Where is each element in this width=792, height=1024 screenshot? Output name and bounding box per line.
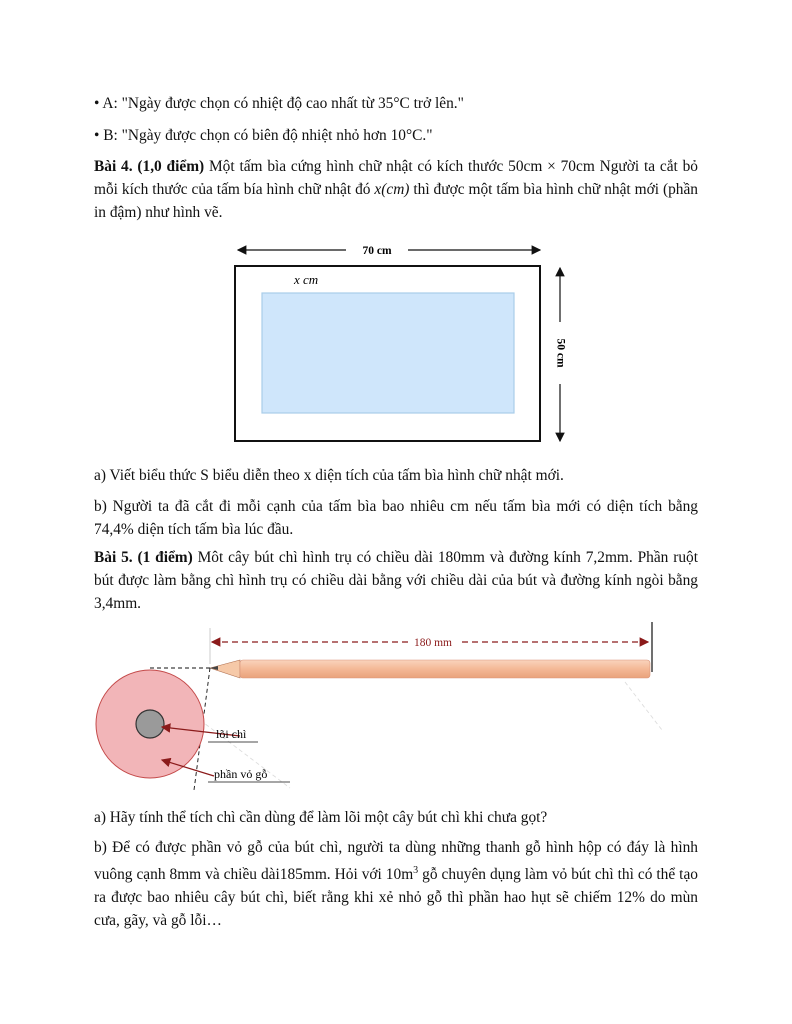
cut-label: x cm xyxy=(294,272,319,287)
bai4-variable: x(cm) xyxy=(374,181,410,198)
bai5-title: Bài 5. (1 điểm) xyxy=(94,549,193,566)
bai4-title: Bài 4. (1,0 điểm) xyxy=(94,158,205,175)
bai5-question-a: a) Hãy tính thể tích chì cần dùng để làm lõi một cây bút chì khi chưa gọt? xyxy=(94,809,548,826)
projection-faint-right xyxy=(625,682,662,730)
core-label: lõi chì xyxy=(216,727,247,741)
inner-rectangle xyxy=(262,293,514,413)
pencil-body xyxy=(240,660,650,678)
cubic-superscript: 3 xyxy=(413,865,419,876)
bai5-question-b-text-2: gỗ chuyên dụng làm vỏ bút chì thì có thể tạo ra được bao nhiêu cây bút chì, biết rằng khi xẻ nhỏ gỗ thì phần hao hụt sẽ chiếm 12% do mùn cưa, gãy, và gỗ lỗi… xyxy=(94,866,698,930)
bai5-question-b-text: b) Để có được phần vỏ gỗ của bút chì, người ta dùng những thanh gỗ hình hộp có đáy là hình vuông cạnh 8mm và chiều dài185mm. Hỏi với 10m xyxy=(94,839,698,884)
bai5-pencil-figure xyxy=(90,620,670,798)
bullet-a: • A: "Ngày được chọn có nhiệt độ cao nhất từ 35°C trở lên." xyxy=(94,95,464,112)
bai4-question-a: a) Viết biểu thức S biểu diễn theo x diện tích của tấm bìa hình chữ nhật mới. xyxy=(94,467,564,484)
bai4-intro-text-2: thì được một tấm bìa hình chữ nhật mới (phần in đậm) như hình vẽ. xyxy=(94,181,698,221)
bai5-intro xyxy=(94,546,698,615)
bai4-rectangle-figure xyxy=(226,236,576,448)
width-label: 70 cm xyxy=(362,245,392,257)
bai4-intro xyxy=(94,155,698,224)
shell-label: phần vỏ gỗ xyxy=(214,767,268,781)
length-label: 180 mm xyxy=(413,637,453,649)
bai5-question-b xyxy=(94,836,698,932)
height-label: 50 cm xyxy=(554,338,567,368)
bai5-intro-text: Môt cây bút chì hình trụ có chiều dài 180mm và đường kính 7,2mm. Phần ruột bút được làm bằng chì hình trụ có chiều dài bằng với chiều dài của bút và đường kính ngòi bằng 3,4mm. xyxy=(94,549,698,612)
bullet-b: • B: "Ngày được chọn có biên độ nhiệt nhỏ hơn 10°C." xyxy=(94,127,433,144)
bai4-intro-text: Một tấm bìa cứng hình chữ nhật có kích thước 50cm × 70cm Người ta cắt bỏ mỗi kích thước của tấm bía hình chữ nhật đó xyxy=(94,158,698,198)
bai4-question-b: b) Người ta đã cắt đi mỗi cạnh của tấm bìa bao nhiêu cm nếu tấm bìa mới có diện tích bằng 74,4% diện tích tấm bìa lúc đầu. xyxy=(94,498,698,538)
graphite-core xyxy=(136,710,164,738)
